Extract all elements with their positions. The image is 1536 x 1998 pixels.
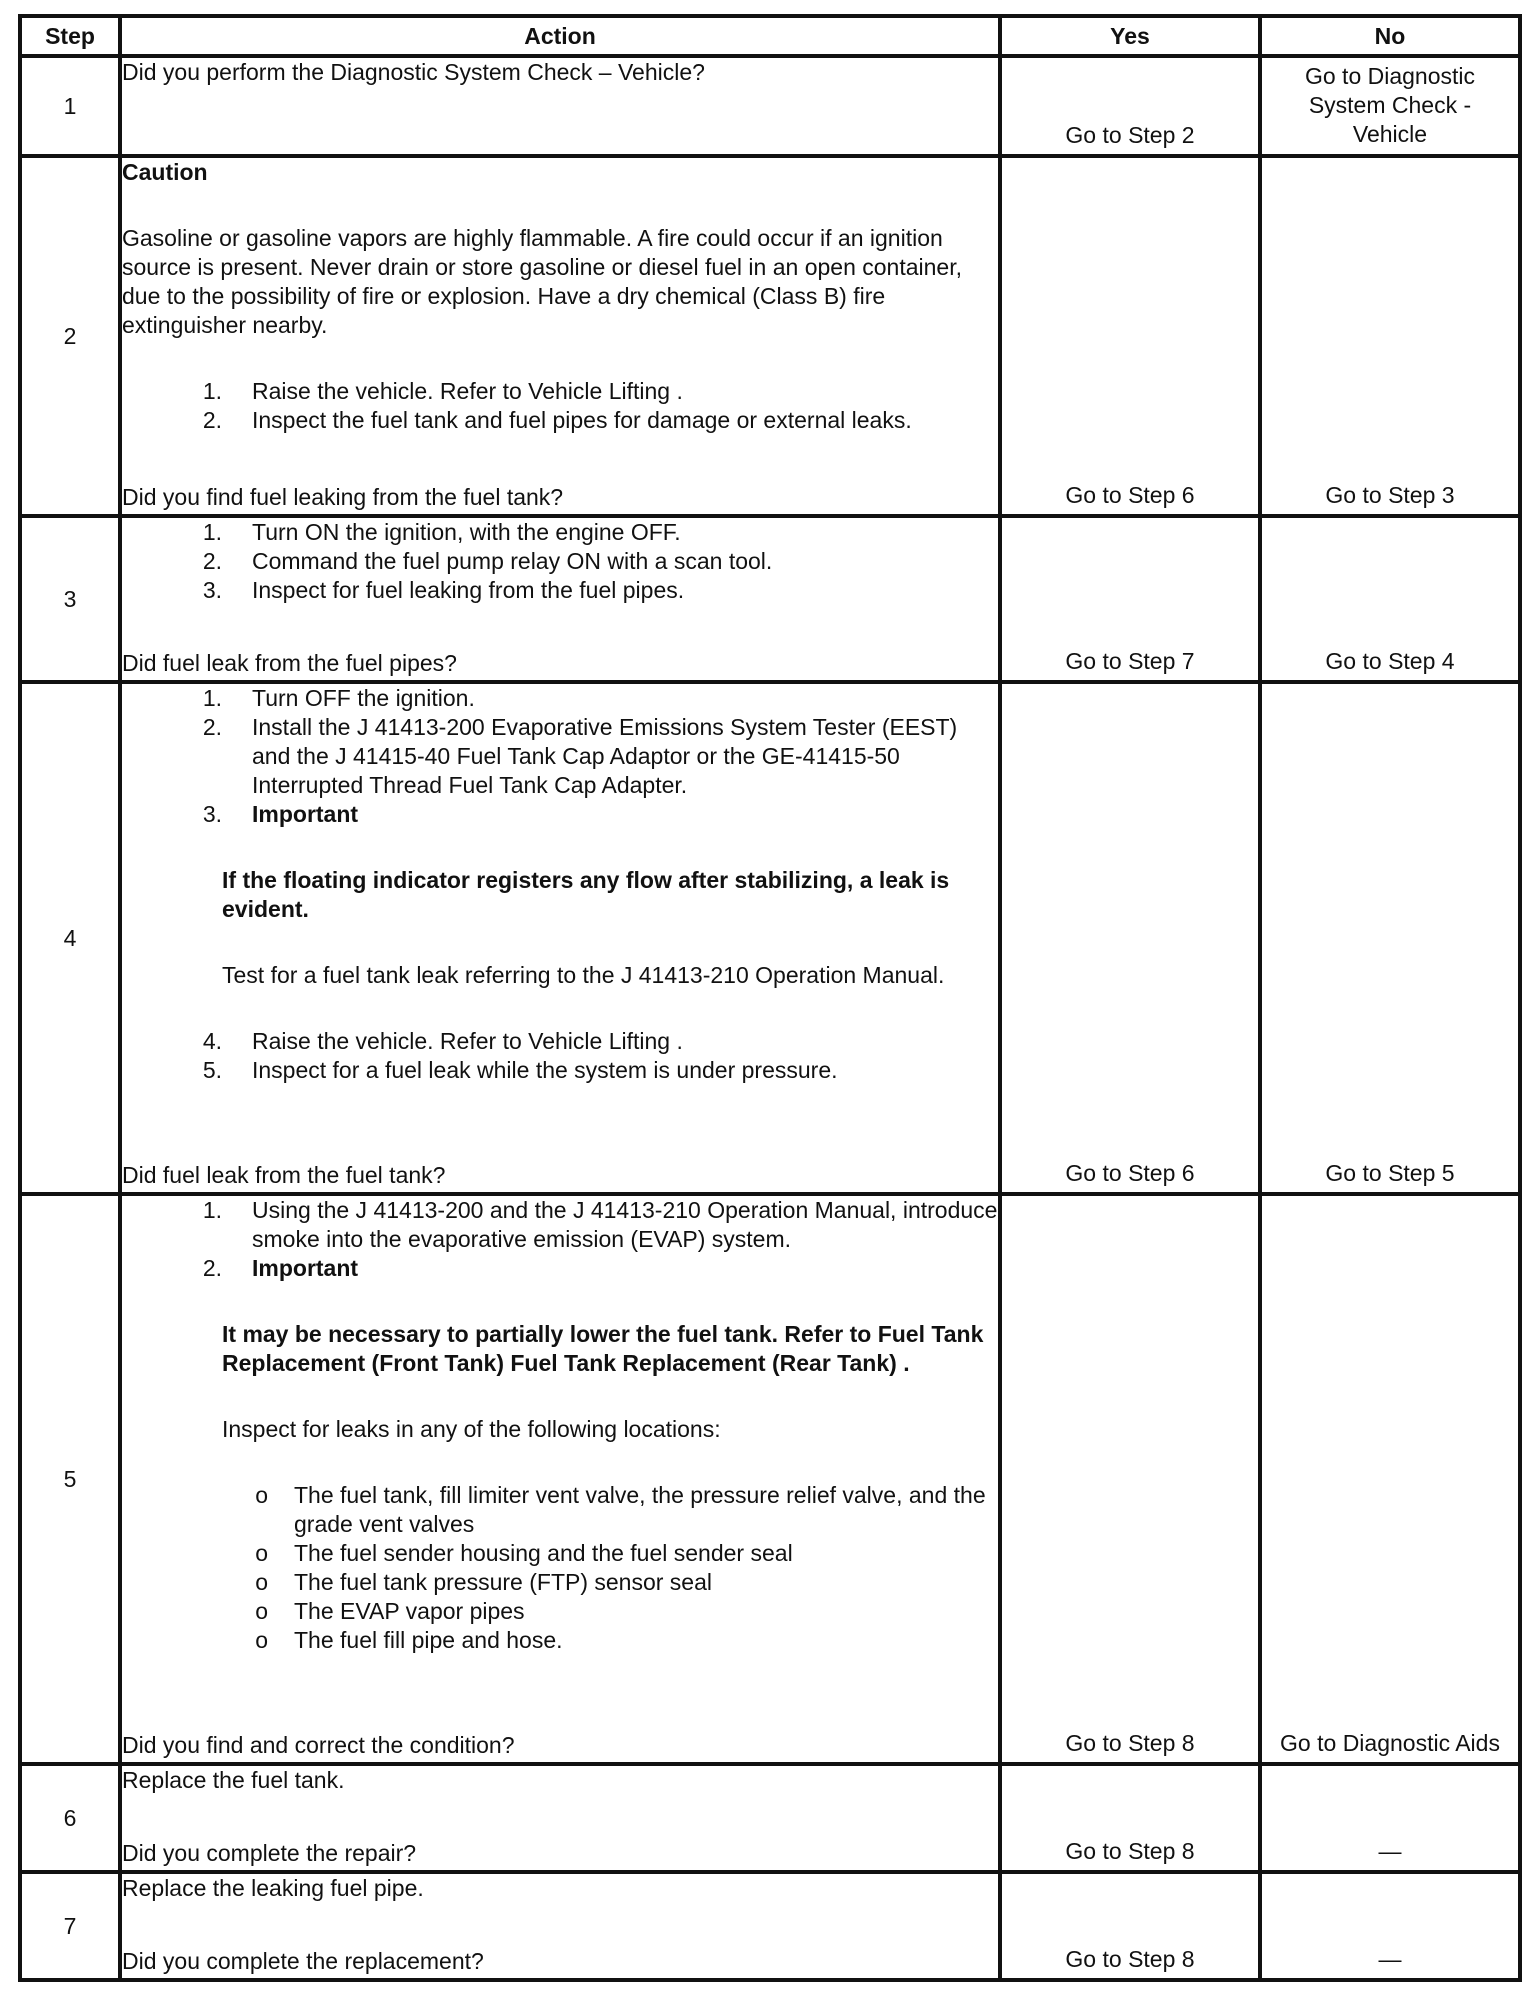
step-number: 7 <box>20 1872 120 1980</box>
action-text: Replace the fuel tank. <box>122 1767 345 1793</box>
no-cell <box>1260 516 1520 682</box>
important-label: Important <box>252 801 359 827</box>
location-list <box>122 1481 998 1655</box>
list-item: 1. Turn OFF the ignition. <box>202 685 475 711</box>
question: Did you complete the repair? <box>122 1840 417 1866</box>
step-number: 3 <box>20 516 120 682</box>
list-item: 2. Important <box>122 1254 998 1283</box>
header-yes: Yes <box>1000 16 1260 56</box>
step-number: 6 <box>20 1764 120 1872</box>
action-cell <box>120 516 1000 682</box>
no-cell <box>1260 156 1520 516</box>
action-cell <box>120 1194 1000 1764</box>
no-link[interactable]: Go to Step 4 <box>1325 648 1455 674</box>
important-text: It may be necessary to partially lower the fuel tank. Refer to Fuel Tank Replacement (Front Tank) Fuel Tank Replacement (Rear Tank) . <box>222 1321 984 1376</box>
no-cell <box>1260 56 1520 156</box>
no-link[interactable]: Go to Step 5 <box>1325 1160 1455 1186</box>
table-row <box>20 1872 1520 1980</box>
diagnostic-table <box>18 14 1522 1982</box>
question: Did you complete the replacement? <box>122 1948 484 1974</box>
question: Did fuel leak from the fuel pipes? <box>122 650 457 676</box>
inspect-text: Inspect for leaks in any of the following locations: <box>222 1416 721 1442</box>
yes-link[interactable]: Go to Step 7 <box>1065 648 1195 674</box>
yes-link[interactable]: Go to Step 2 <box>1065 122 1195 148</box>
list-item: 3. Important <box>122 800 998 829</box>
list-item: o The EVAP vapor pipes <box>255 1598 525 1624</box>
list-item: 1. Turn ON the ignition, with the engine OFF. <box>202 519 681 545</box>
list-item: 3. Inspect for fuel leaking from the fuel pipes. <box>202 577 685 603</box>
important-label: Important <box>252 1255 359 1281</box>
question: Did fuel leak from the fuel tank? <box>122 1162 446 1188</box>
table-row <box>20 56 1520 156</box>
list-item: o The fuel tank pressure (FTP) sensor seal <box>255 1569 712 1595</box>
no-cell <box>1260 1872 1520 1980</box>
important-text: If the floating indicator registers any flow after stabilizing, a leak is evident. <box>222 867 950 922</box>
test-text: Test for a fuel tank leak referring to the J 41413-210 Operation Manual. <box>222 962 945 988</box>
question: Did you perform the Diagnostic System Check – Vehicle? <box>122 59 705 85</box>
action-cell <box>120 1764 1000 1872</box>
yes-link[interactable]: Go to Step 6 <box>1065 482 1195 508</box>
question: Did you find and correct the condition? <box>122 1732 515 1758</box>
header-step: Step <box>20 16 120 56</box>
step-number: 2 <box>20 156 120 516</box>
no-link[interactable]: Go to Diagnostic Aids <box>1280 1730 1500 1756</box>
yes-cell <box>1000 1764 1260 1872</box>
yes-cell <box>1000 682 1260 1194</box>
step-list <box>122 1196 998 1283</box>
no-link[interactable]: Go to Step 3 <box>1325 482 1455 508</box>
header-row <box>20 16 1520 56</box>
no-cell <box>1260 682 1520 1194</box>
list-item: 2. Inspect the fuel tank and fuel pipes for damage or external leaks. <box>202 407 912 433</box>
list-item: 4. Raise the vehicle. Refer to Vehicle Lifting . <box>202 1028 683 1054</box>
no-dash: — <box>1378 1946 1402 1972</box>
header-action: Action <box>120 16 1000 56</box>
caution-text: Gasoline or gasoline vapors are highly flammable. A fire could occur if an ignition source is present. Never drain or store gasoline or diesel fuel in an open container, due to the possibility of fire or explosion. Have a dry chemical (Class B) fire extinguisher nearby. <box>122 225 962 338</box>
action-cell <box>120 1872 1000 1980</box>
table-row <box>20 1764 1520 1872</box>
yes-link[interactable]: Go to Step 8 <box>1065 1946 1195 1972</box>
step-number: 1 <box>20 56 120 156</box>
action-cell <box>120 156 1000 516</box>
list-item: 2. Install the J 41413-200 Evaporative Emissions System Tester (EEST) and the J 41415-40 Fuel Tank Cap Adaptor or the GE-41415-50 Interrupted Thread Fuel Tank Cap Adapter. <box>202 714 958 798</box>
table-row <box>20 156 1520 516</box>
step-list <box>122 518 998 605</box>
action-cell <box>120 56 1000 156</box>
yes-cell <box>1000 156 1260 516</box>
no-dash: — <box>1378 1838 1402 1864</box>
yes-link[interactable]: Go to Step 6 <box>1065 1160 1195 1186</box>
no-cell <box>1260 1194 1520 1764</box>
list-item: o The fuel fill pipe and hose. <box>255 1627 563 1653</box>
header-no: No <box>1260 16 1520 56</box>
step-list <box>122 1027 998 1085</box>
step-list <box>122 684 998 829</box>
step-number: 5 <box>20 1194 120 1764</box>
action-text: Replace the leaking fuel pipe. <box>122 1875 424 1901</box>
yes-cell <box>1000 56 1260 156</box>
list-item: 2. Command the fuel pump relay ON with a scan tool. <box>202 548 773 574</box>
step-list <box>122 377 998 435</box>
list-item: 5. Inspect for a fuel leak while the system is under pressure. <box>202 1057 838 1083</box>
caution-label: Caution <box>122 159 208 185</box>
list-item: o The fuel sender housing and the fuel sender seal <box>255 1540 793 1566</box>
table-row <box>20 516 1520 682</box>
yes-link[interactable]: Go to Step 8 <box>1065 1838 1195 1864</box>
yes-cell <box>1000 1194 1260 1764</box>
list-item: o The fuel tank, fill limiter vent valve, the pressure relief valve, and the grade vent valves <box>255 1482 986 1537</box>
no-link[interactable]: Go to Diagnostic System Check - Vehicle <box>1304 63 1476 147</box>
table-row <box>20 682 1520 1194</box>
table-row <box>20 1194 1520 1764</box>
question: Did you find fuel leaking from the fuel tank? <box>122 484 564 510</box>
yes-link[interactable]: Go to Step 8 <box>1065 1730 1195 1756</box>
list-item: 1. Using the J 41413-200 and the J 41413-210 Operation Manual, introduce smoke into the evaporative emission (EVAP) system. <box>202 1197 998 1252</box>
list-item: 1. Raise the vehicle. Refer to Vehicle Lifting . <box>202 378 683 404</box>
no-cell <box>1260 1764 1520 1872</box>
yes-cell <box>1000 1872 1260 1980</box>
action-cell <box>120 682 1000 1194</box>
yes-cell <box>1000 516 1260 682</box>
step-number: 4 <box>20 682 120 1194</box>
